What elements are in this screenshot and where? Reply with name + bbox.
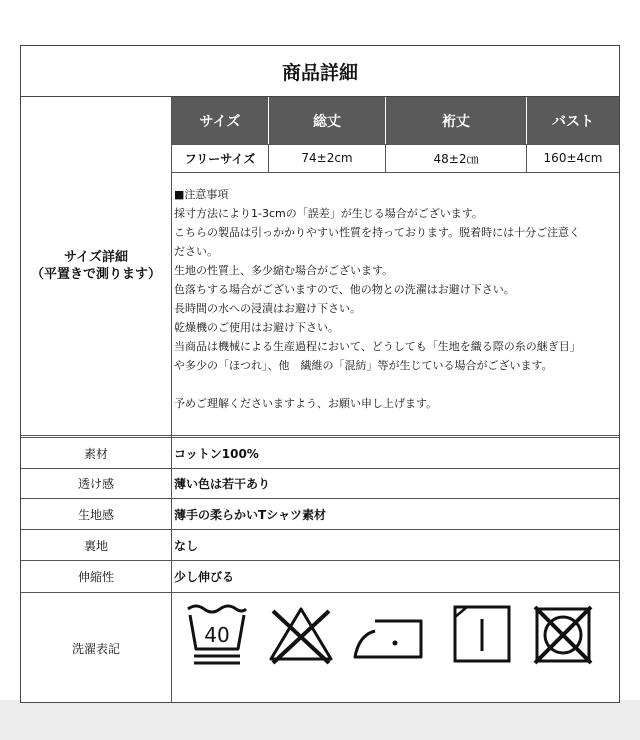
note-line: 予めご理解くださいますよう、お願い申し上げます。	[174, 397, 438, 410]
product-detail-table	[20, 45, 620, 703]
size-header-bust: バスト	[527, 97, 619, 144]
note-line: 色落ちする場合がございますので、他の物との洗濯はお避け下さい。	[174, 283, 515, 296]
size-header-size: サイズ	[172, 97, 268, 144]
size-notes	[174, 185, 618, 413]
size-header-length: 総丈	[269, 97, 385, 144]
spec-value-material: コットン100%	[174, 446, 259, 461]
no-bleach-icon	[265, 601, 337, 667]
spec-value-stretch: 少し伸びる	[174, 570, 235, 584]
care-label: 洗濯表記	[71, 641, 120, 656]
size-value-size: フリーサイズ	[184, 151, 256, 166]
divider	[526, 144, 527, 172]
size-value-sleeve: 48±2㎝	[433, 151, 479, 166]
size-value-length: 74±2cm	[301, 151, 353, 165]
spec-label-material: 素材	[83, 446, 108, 461]
spec-label-lining: 裏地	[83, 538, 108, 553]
table-title: 商品詳細	[21, 46, 619, 97]
spec-value-sheerness: 薄い色は若干あり	[174, 477, 271, 491]
note-line: 長時間の水への浸漬はお避け下さい。	[174, 302, 361, 315]
divider	[172, 172, 619, 173]
line-dry-icon	[451, 601, 513, 667]
column-divider	[171, 97, 172, 703]
note-line: 乾燥機のご使用はお避け下さい。	[174, 321, 339, 334]
wash-temp-text: 40	[204, 623, 230, 647]
spec-label-texture: 生地感	[77, 507, 114, 522]
spec-value-lining: なし	[174, 538, 199, 553]
note-line: 採寸方法により1-3cmの「誤差」が生じる場合がございます。	[174, 207, 483, 220]
note-line: 生地の性質上、多少縮む場合がございます。	[174, 264, 394, 277]
spec-value-texture: 薄手の柔らかいTシャツ素材	[174, 507, 326, 522]
size-value-bust: 160±4cm	[543, 151, 603, 165]
size-detail-label-line2: （平置きで測ります）	[30, 267, 161, 282]
divider	[385, 144, 386, 172]
note-line	[174, 375, 618, 394]
note-line: 当商品は機械による生産過程において、どうしても「生地を織る際の糸の継ぎ目」	[174, 340, 581, 353]
size-detail-label	[21, 97, 171, 435]
divider	[268, 144, 269, 172]
note-line: ■注意事項	[174, 188, 229, 201]
spec-label-sheerness: 透け感	[77, 477, 114, 491]
wash-40-icon	[184, 601, 250, 667]
bottom-band	[0, 700, 640, 740]
note-line: ださい。	[174, 245, 218, 258]
iron-low-icon	[351, 601, 427, 667]
size-header-sleeve: 裄丈	[386, 97, 526, 144]
note-line: や多少の「ほつれ」、他 繊維の「混紡」等が生じている場合がございます。	[174, 359, 553, 372]
size-detail-label-line1: サイズ詳細	[64, 250, 128, 265]
no-tumble-dry-icon	[531, 601, 595, 667]
spec-label-stretch: 伸縮性	[77, 570, 114, 584]
note-line: こちらの製品は引っかかりやすい性質を持っております。脱着時には十分ご注意く	[174, 226, 581, 239]
